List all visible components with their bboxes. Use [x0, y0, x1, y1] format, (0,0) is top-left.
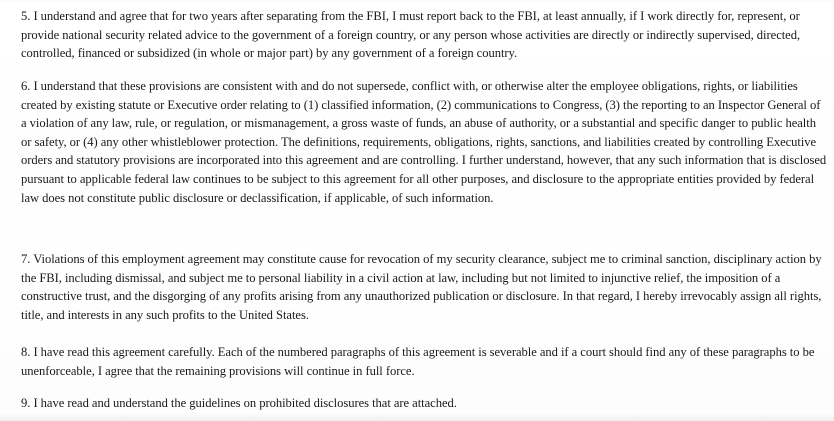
scan-edge-bottom [0, 413, 834, 421]
paragraph-6: 6. I understand that these provisions are consistent with and do not supersede, conflict with, or otherwise alter the employee obligations, rights, or liabilities created by existing statute or Executive order relating to (1) classified information, (2) communications to Congress, (3) the reporting to an Inspector General of a violation of any law, rule, or regulation, or mismanagement, a gross waste of funds, an abuse of authority, or a substantial and specific danger to public health or safety, or (4) any other whistleblower protection. The definitions, requirements, obligations, rights, sanctions, and liabilities created by controlling Executive orders and statutory provisions are incorporated into this agreement and are controlling. I further understand, however, that any such information that is disclosed pursuant to applicable federal law continues to be subject to this agreement for all other purposes, and disclosure to the appropriate entities provided by federal law does not constitute public disclosure or declassification, if applicable, of such information. [21, 79, 827, 205]
paragraph-9: 9. I have read and understand the guidelines on prohibited disclosures that are attached. [21, 396, 457, 410]
paragraph-8: 8. I have read this agreement carefully. Each of the numbered paragraphs of this agreement is severable and if a court should find any of these paragraphs to be unenforceable, I agree that the remaining provisions will continue in full force. [21, 345, 815, 378]
paragraph-5: 5. I understand and agree that for two years after separating from the FBI, I must report back to the FBI, at least annually, if I work directly for, represent, or provide national security related advice to the government of a foreign country, or any person whose activities are directly or indirectly supervised, directed, controlled, financed or subsidized (in whole or major part) by any government of a foreign country. [21, 9, 801, 61]
paragraph-7: 7. Violations of this employment agreement may constitute cause for revocation of my security clearance, subject me to criminal sanction, disciplinary action by the FBI, including dismissal, and subject me to personal liability in a civil action at law, including but not limited to injunctive relief, the imposition of a constructive trust, and the disgorging of any profits arising from any unauthorized publication or disclosure. In that regard, I hereby irrevocably assign all rights, title, and interests in any such profits to the United States. [21, 252, 822, 322]
scan-edge-top [0, 0, 834, 3]
